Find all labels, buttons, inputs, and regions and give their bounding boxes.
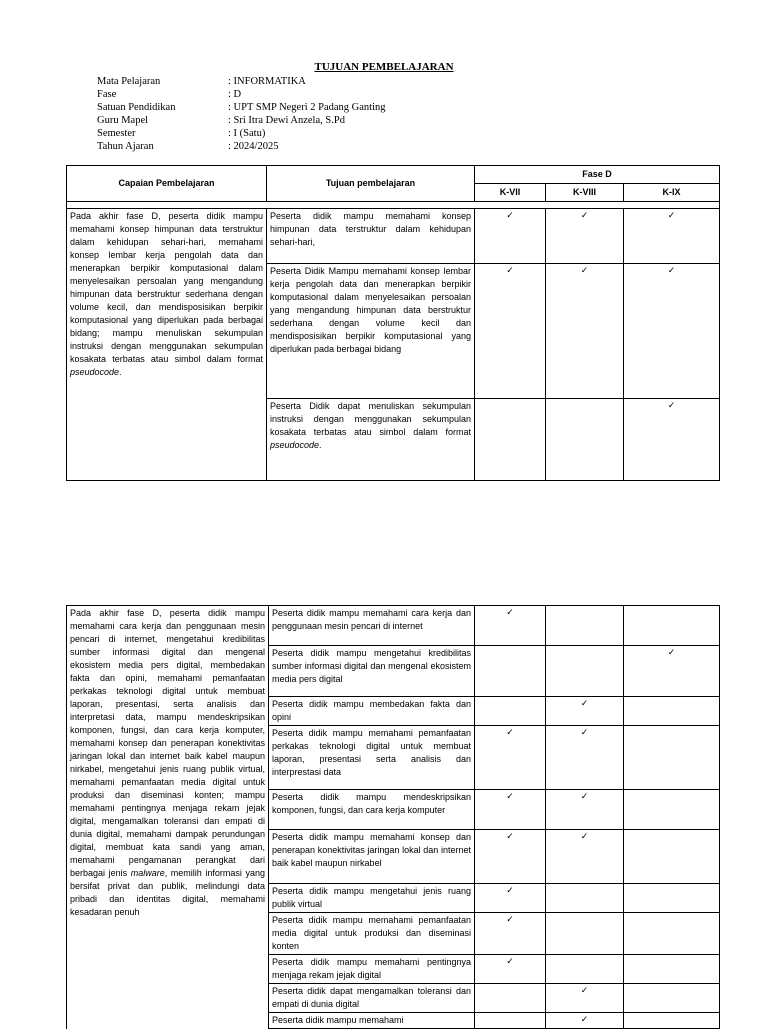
- check-k7: [475, 1013, 546, 1029]
- check-k7: [475, 726, 546, 790]
- objective-text: Peserta didik mampu memahami konsep himpunan data terstruktur dalam kehidupan sehari-hari,: [267, 209, 475, 264]
- meta-row-year: [97, 140, 386, 153]
- objective-text: Peserta didik mampu memahami konsep dan penerapan konektivitas jaringan lokal dan internet baik kabel maupun nirkabel: [269, 830, 475, 884]
- meta-row-subject: [97, 75, 386, 88]
- check-mark-icon: ✓: [506, 956, 514, 966]
- meta-label: Guru Mapel: [97, 115, 149, 126]
- check-mark-icon: ✓: [667, 265, 676, 275]
- check-k9: [624, 790, 720, 830]
- check-k8: [546, 264, 624, 399]
- check-k8: [546, 884, 624, 913]
- check-k8: [546, 955, 624, 984]
- check-k9: [624, 264, 720, 399]
- check-k8: [546, 646, 624, 697]
- objective-text: Peserta didik mampu mengetahui jenis ruang publik virtual: [269, 884, 475, 913]
- meta-value: : 2024/2025: [228, 141, 279, 152]
- objective-text: Peserta didik mampu memahami pemanfaatan perkakas teknologi digital untuk membuat laporan, presentasi serta analisis dan interprestasi data: [269, 726, 475, 790]
- check-mark-icon: ✓: [506, 885, 514, 895]
- header-capaian: Capaian Pembelajaran: [67, 166, 267, 202]
- check-mark-icon: ✓: [667, 210, 676, 220]
- check-mark-icon: ✓: [580, 1014, 589, 1024]
- check-k9: [624, 726, 720, 790]
- check-k7: [475, 955, 546, 984]
- check-k8: [546, 606, 624, 646]
- meta-value: : D: [228, 89, 242, 100]
- meta-value: : I (Satu): [228, 128, 266, 139]
- check-k7: [475, 209, 546, 264]
- check-mark-icon: ✓: [506, 210, 514, 220]
- check-k7: [475, 399, 546, 481]
- objective-text: Peserta didik mampu memahami: [269, 1013, 475, 1029]
- check-k8: [546, 913, 624, 955]
- check-k7: [475, 984, 546, 1013]
- check-k9: [624, 884, 720, 913]
- check-k7: [475, 697, 546, 726]
- check-k8: [546, 1013, 624, 1029]
- check-k7: [475, 913, 546, 955]
- check-k9: [624, 830, 720, 884]
- header-k7: K-VII: [475, 184, 546, 202]
- check-k9: [624, 984, 720, 1013]
- check-k7: [475, 790, 546, 830]
- meta-value: : INFORMATIKA: [228, 76, 306, 87]
- check-mark-icon: ✓: [506, 791, 514, 801]
- check-k7: [475, 830, 546, 884]
- spacer-row: [67, 202, 720, 209]
- check-k8: [546, 830, 624, 884]
- header-tujuan: Tujuan pembelajaran: [267, 166, 475, 202]
- check-k9: [624, 955, 720, 984]
- objective-text: Peserta didik mampu memahami cara kerja dan penggunaan mesin pencari di internet: [269, 606, 475, 646]
- objective-text: Peserta Didik Mampu memahami konsep lembar kerja pengolah data dan menerapkan berpikir komputasional dalam menyelesaikan persoalan yang mengandung himpunan data berstruktur sederhana dengan volume kecil dan mendisposisikan berpikir komputasional yang diperlukan pada berbagai bidang: [267, 264, 475, 399]
- capaian-cell: Pada akhir fase D, peserta didik mampu memahami cara kerja dan penggunaan mesin pencari di internet, mengetahui kredibilitas sumber informasi digital dan mengenal ekosistem media pers digital, membedakan fakta dan opini, memahami pemanfaatan perkakas teknologi digital untuk membuat laporan, presentasi, serta analisis dan interpretasi data, mampu mendeskripsikan komponen, fungsi, dan cara kerja komputer, memahami konsep dan penerapan konektivitas jaringan lokal dan internet baik kabel maupun nirkabel, mengetahui jenis ruang publik virtual, memahami pemanfaatan media digital untuk produksi dan diseminasi konten; mampu memahami pentingnya menjaga rekam jejak digital, mengamalkan toleransi dan empati di dunia digital, memahami dampak perundungan digital, membuat kata sandi yang aman, memahami pengamanan perangkat dari berbagai jenis malware, memilih informasi yang bersifat privat dan publik, melindungi data pribadi dan identitas digital, memahami kesadaran penuh: [67, 606, 269, 1029]
- check-k8: [546, 984, 624, 1013]
- meta-row-teacher: [97, 114, 386, 127]
- check-k9: [624, 646, 720, 697]
- check-k8: [546, 726, 624, 790]
- document-meta: [97, 75, 386, 153]
- check-mark-icon: ✓: [580, 727, 589, 737]
- objective-text: Peserta didik mampu memahami pentingnya menjaga rekam jejak digital: [269, 955, 475, 984]
- meta-label: Mata Pelajaran: [97, 76, 161, 87]
- meta-label: Satuan Pendidikan: [97, 102, 176, 113]
- objective-text: Peserta didik mampu mengetahui kredibilitas sumber informasi digital dan mengenal ekosistem media pers digital: [269, 646, 475, 697]
- check-mark-icon: ✓: [506, 914, 514, 924]
- check-mark-icon: ✓: [667, 647, 676, 657]
- meta-row-school: [97, 101, 386, 114]
- check-k8: [546, 790, 624, 830]
- check-k9: [624, 399, 720, 481]
- check-k7: [475, 884, 546, 913]
- meta-value: : Sri Itra Dewi Anzela, S.Pd: [228, 115, 345, 126]
- check-k7: [475, 264, 546, 399]
- objective-text: Peserta Didik dapat menuliskan sekumpulan instruksi dengan menggunakan sekumpulan kosakata terbatas atau simbol dalam format pseudocode.: [267, 399, 475, 481]
- learning-objectives-table-1: [66, 165, 720, 481]
- check-mark-icon: ✓: [506, 265, 514, 275]
- check-mark-icon: ✓: [580, 985, 589, 995]
- check-k8: [546, 697, 624, 726]
- check-k7: [475, 646, 546, 697]
- document-title: TUJUAN PEMBELAJARAN: [314, 61, 454, 73]
- meta-row-semester: [97, 127, 386, 140]
- check-k9: [624, 606, 720, 646]
- header-fase: Fase D: [475, 166, 720, 184]
- check-mark-icon: ✓: [580, 698, 589, 708]
- header-k9: K-IX: [624, 184, 720, 202]
- objective-text: Peserta didik dapat mengamalkan toleransi dan empati di dunia digital: [269, 984, 475, 1013]
- learning-objectives-table-2: [66, 605, 720, 1029]
- check-k9: [624, 913, 720, 955]
- check-mark-icon: ✓: [506, 727, 514, 737]
- header-k8: K-VIII: [546, 184, 624, 202]
- check-mark-icon: ✓: [580, 831, 589, 841]
- check-k8: [546, 209, 624, 264]
- meta-label: Tahun Ajaran: [97, 141, 154, 152]
- check-mark-icon: ✓: [580, 210, 589, 220]
- check-k7: [475, 606, 546, 646]
- check-k9: [624, 697, 720, 726]
- objective-text: Peserta didik mampu membedakan fakta dan opini: [269, 697, 475, 726]
- check-mark-icon: ✓: [506, 831, 514, 841]
- check-mark-icon: ✓: [506, 607, 514, 617]
- meta-label: Semester: [97, 128, 136, 139]
- check-k9: [624, 209, 720, 264]
- check-k9: [624, 1013, 720, 1029]
- check-k8: [546, 399, 624, 481]
- capaian-cell: Pada akhir fase D, peserta didik mampu memahami konsep himpunan data terstruktur dalam kehidupan sehari-hari, memahami konsep lembar kerja pengolah data dan menerapkan berpikir komputasional dalam menyelesaikan persoalan yang mengandung himpunan data berstruktur sederhana dengan volume kecil, dan mendisposisikan berpikir komputasional yang diperlukan pada berbagai bidang; mampu menuliskan sekumpulan instruksi dengan menggunakan sekumpulan kosakata terbatas atau simbol dalam format pseudocode.: [67, 209, 267, 481]
- meta-label: Fase: [97, 89, 117, 100]
- check-mark-icon: ✓: [667, 400, 676, 410]
- objective-text: Peserta didik mampu mendeskripsikan komponen, fungsi, dan cara kerja komputer: [269, 790, 475, 830]
- meta-value: : UPT SMP Negeri 2 Padang Ganting: [228, 102, 386, 113]
- objective-text: Peserta didik mampu memahami pemanfaatan media digital untuk produksi dan diseminasi konten: [269, 913, 475, 955]
- meta-row-phase: [97, 88, 386, 101]
- check-mark-icon: ✓: [580, 791, 589, 801]
- check-mark-icon: ✓: [580, 265, 589, 275]
